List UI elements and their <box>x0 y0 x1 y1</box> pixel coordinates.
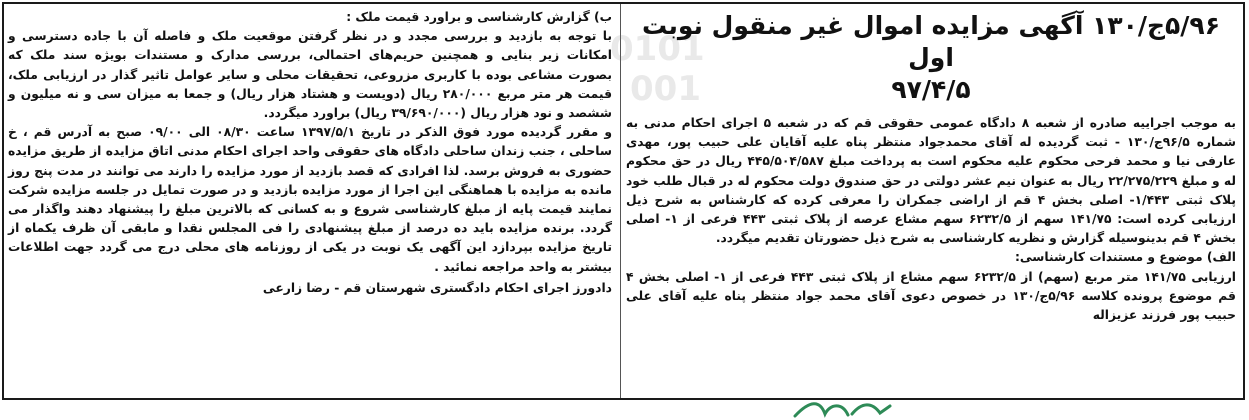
left-column <box>8 8 612 298</box>
section-b-body: با توجه به بازدید و بررسی مجدد و در نظر گرفتن موقعیت ملک و فاصله آن با جاده دسترسی و امکانات زیر بنایی و همچنین حریم‌های احتمالی، بررسی مدارک و مستندات بویژه سند ملک که بصورت مشاعی بوده با کاربری مزروعی، تحقیقات محلی و سایر عوامل تاثیر گذار در ارزیابی ملک، قیمت هر متر مربع ۲۸۰/۰۰۰ ریال (دویست و هشتاد هزار ریال) و جمعا به میزان سی و نه میلیون و ششصد و نود هزار ریال (۳۹/۶۹۰/۰۰۰ ریال) براورد میگردد. <box>8 29 612 121</box>
signature-line: دادورز اجرای احکام دادگستری شهرستان قم - رضا زارعی <box>262 280 612 295</box>
svg-text:0101: 0101 <box>610 29 705 69</box>
section-a-title: الف) موضوع و مستندات کارشناسی: <box>1014 250 1236 265</box>
intro-paragraph: به موجب اجراییه صادره از شعبه ۸ دادگاه عمومی حقوقی قم که در شعبه ۵ اجرای احکام مدنی به شماره ۹۶/۵ج/۱۳۰ - ثبت گردیده له آقای محمدجواد منتظر پناه علیه آقایان علی حبیب پور، مهدی عارفی نیا و محمد فرحی محکوم علیه محکوم است به پرداخت مبلغ ۴۴۵/۵۰۴/۵۸۷ ریال در حق محکوم له و مبلغ ۲۲/۲۷۵/۲۲۹ ریال به عنوان نیم عشر دولتی در حق صندوق دولت محکوم له در قبال طلب خود پلاک ثبتی ۱/۴۴۳- اصلی بخش ۴ قم از اراضی جمکران را معرفی کرده که کارشناس به شرح ذیل ارزیابی کرده است: ۱۴۱/۷۵ سهم از ۶۲۳۲/۵ سهم مشاع عرصه از پلاک ثبتی ۴۴۳ فرعی از ۱- اصلی بخش ۴ قم بدینوسیله گزارش و نظریه کارشناسی به شرح ذیل حضورتان تقدیم میگردد. <box>626 116 1237 246</box>
notice-date: ۹۷/۴/۵ <box>891 75 971 104</box>
column-divider <box>620 4 621 398</box>
section-b-title: ب) گزارش کارشناسی و براورد قیمت ملک : <box>346 10 612 24</box>
handwritten-mark <box>790 398 900 420</box>
notice-title: ۵/۹۶ج/۱۳۰ آگهی مزایده اموال غیر منقول نوبت اول <box>642 11 1220 72</box>
right-column <box>626 6 1236 325</box>
svg-text:001: 001 <box>630 69 701 109</box>
section-a-body: ارزیابی ۱۴۱/۷۵ متر مربع (سهم) از ۶۲۳۲/۵ سهم مشاع از پلاک ثبتی ۴۴۳ فرعی از ۱- اصلی بخش ۴ قم موضوع پرونده کلاسه ۵/۹۶ج/۱۳۰ در خصوص دعوی آقای محمد جواد منتظر پناه علیه آقای علی حبیب پور فرزند عزیزاله <box>626 269 1237 323</box>
auction-details: و مقرر گردیده مورد فوق الذکر در تاریخ ۱۳۹۷/۵/۱ ساعت ۰۸/۳۰ الی ۰۹/۰۰ صبح به آدرس قم ، خ ساحلی ، جنب زندان ساحلی دادگاه های حقوقی واحد اجرای احکام مدنی اتاق مزایده از طریق مزایده حضوری به فروش برسد. لذا افرادی که قصد بازدید از مورد مزایده را دارند می توانند در مدت پنج روز مانده به مزایده با هماهنگی این اجرا از مورد مزایده بازدید و در صورت تمایل در جلسه مزایده شرکت نمایند قیمت پایه از مبلغ کارشناسی شروع و به کسانی که بالاترین مبلغ را پیشنهاد دهند واگذار می گردد. برنده مزایده باید ده درصد از مبلغ پیشنهادی را فی المجلس نقدا و مابقی آن ظرف یکماه از تاریخ مزایده بپردازد این آگهی یک نوبت در یکی از روزنامه های محلی درج می گردد جهت اطلاعات بیشتر به واحد مراجعه نمائید . <box>8 125 612 274</box>
